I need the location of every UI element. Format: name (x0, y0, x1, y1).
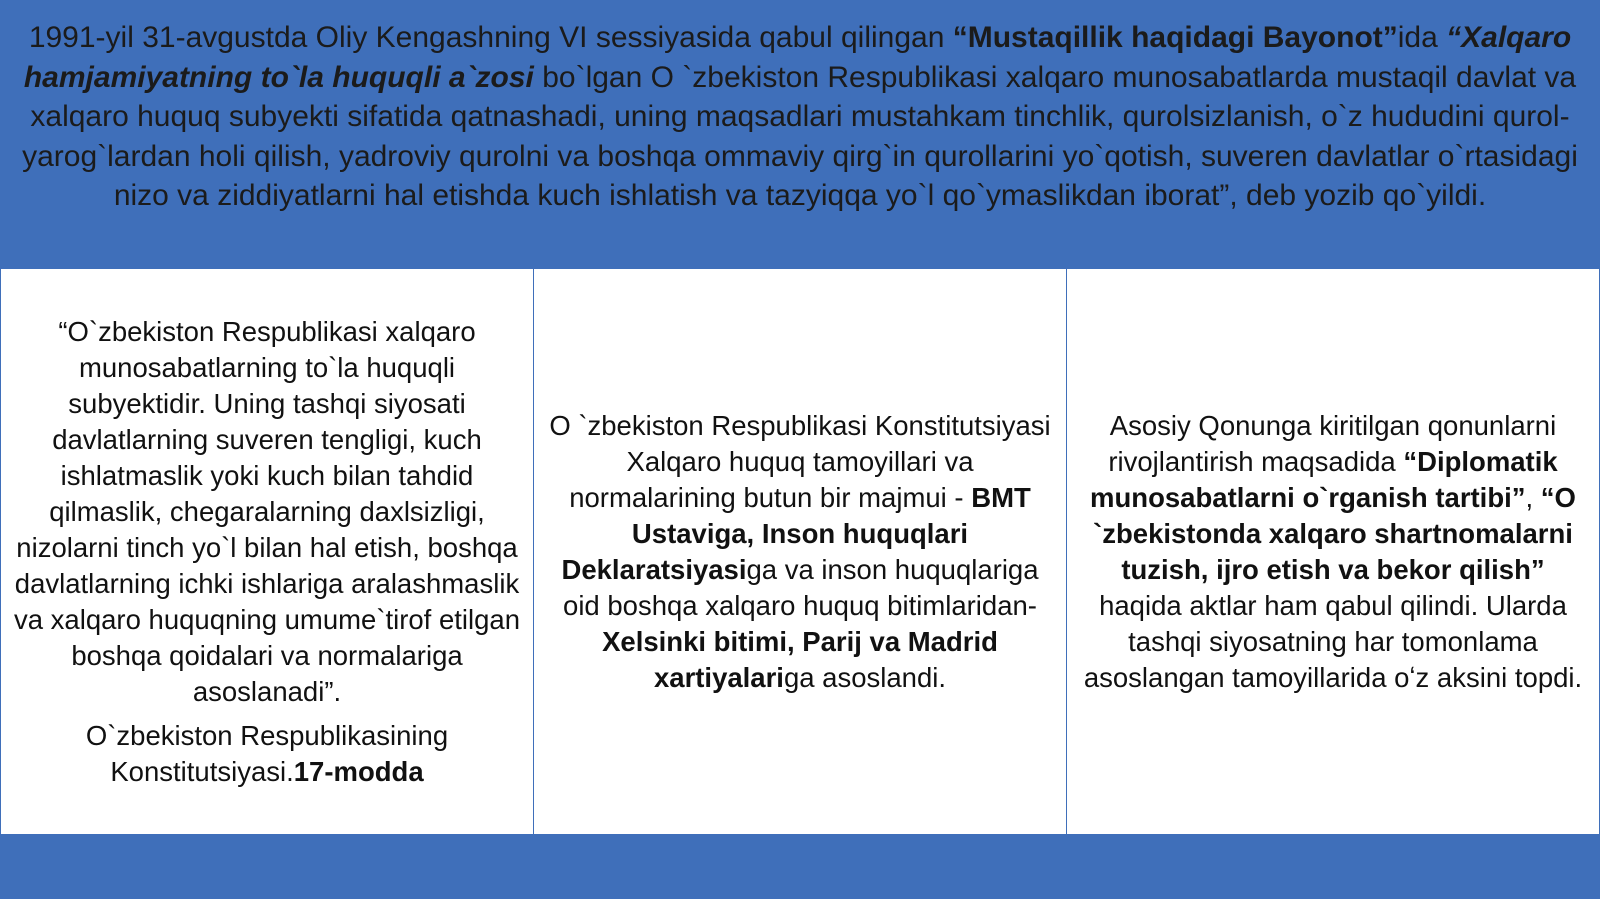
col3-text-3: haqida aktlar ham qabul qilindi. Ularda tashqi siyosatning har tomonlama asoslangan tamoyillarida oʻz aksini topdi. (1083, 589, 1583, 693)
col2-text-3: ga asoslandi. (783, 661, 947, 693)
header-text-3: bo`lgan O `zbekiston Respublikasi xalqaro munosabatlarda mustaqil davlat va xalqaro huquq subyekti sifatida qatnashadi, uning maqsadlari mustahkam tinchlik, qurolsizlanish, o`z hududini qurol-yarog`lardan holi qilish, yadroviy qurolni va boshqa ommaviy qirg`in qurollarini yo`qotish, suveren davlatlar o`rtasidagi nizo va ziddiyatlarni hal etishda kuch ishlatish va tazyiqqa yo`l qo`ymaslikdan iborat”, deb yozib qo`yildi. (22, 60, 1578, 212)
column-diplomatic-acts (1066, 269, 1599, 834)
header-text-1: 1991-yil 31-avgustda Oliy Kengashning VI sessiyasida qabul qilingan (28, 21, 953, 54)
constitution-source-text: O`zbekiston Respublikasining Konstitutsiyasi. (85, 719, 449, 787)
header-bold-bayonot: “Mustaqillik haqidagi Bayonot” (952, 21, 1398, 54)
col2-text-2: ga va inson huquqlariga oid boshqa xalqaro huquq bitimlaridan- (563, 553, 1039, 621)
col2-bold-bmt: BMT Ustaviga, Inson huquqlari Deklaratsiyasi (561, 481, 1031, 585)
content-table (1, 269, 1599, 834)
header-text-2: ida (1397, 21, 1447, 54)
constitution-source (11, 718, 523, 790)
constitution-source-article: 17-modda (293, 755, 424, 787)
column-international-law (533, 269, 1066, 834)
header-statement (0, 0, 1600, 268)
col3-bold-diplomatik: “Diplomatik munosabatlarni o`rganish tartibi” (1090, 445, 1558, 513)
diplomatic-acts-text (1079, 408, 1587, 696)
international-law-text (546, 408, 1054, 696)
col3-text-1: Asosiy Qonunga kiritilgan qonunlarni rivojlantirish maqsadida (1108, 409, 1557, 477)
column-constitution-article (1, 269, 533, 834)
col3-text-2: , (1525, 481, 1541, 513)
constitution-quote: “O`zbekiston Respublikasi xalqaro munosabatlarning to`la huquqli subyektidir. Uning tashqi siyosati davlatlarning suveren tengligi, kuch ishlatmaslik yoki kuch bilan tahdid qilmaslik, chegaralarning daxlsizligi, nizolarni tinch yo`l bilan hal etish, boshqa davlatlarning ichki ishlariga aralashmaslik va xalqaro huquqning umume`tirof etilgan boshqa qoidalari va normalariga asoslanadi”. (14, 315, 520, 707)
col3-bold-shartnomalar: “O `zbekistonda xalqaro shartnomalarni tuzish, ijro etish va bekor qilish” (1093, 481, 1576, 585)
col2-text-1: O `zbekiston Respublikasi Konstitutsiyasi Xalqaro huquq tamoyillari va normalarining butun bir majmui - (549, 409, 1051, 513)
header-bold-italic-xalqaro: “Xalqaro hamjamiyatning to`la huquqli a`zosi (23, 21, 1572, 94)
col2-bold-xelsinki: Xelsinki bitimi, Parij va Madrid xartiyalari (602, 625, 998, 693)
